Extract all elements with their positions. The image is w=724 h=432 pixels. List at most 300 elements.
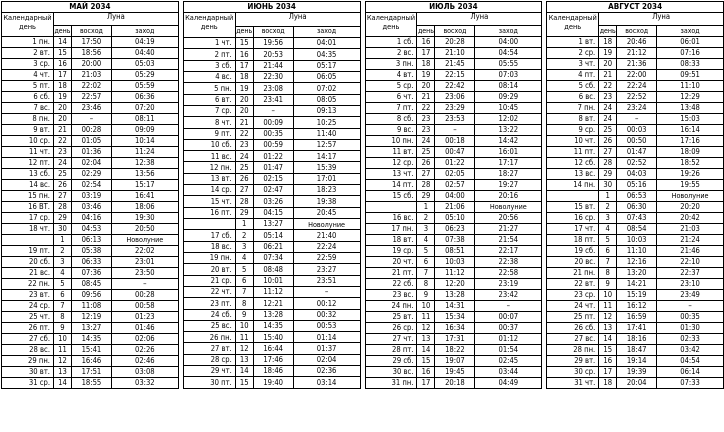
moon-age-cell: 16 bbox=[599, 356, 617, 367]
table-row bbox=[183, 162, 360, 173]
moonset-cell: 22:02 bbox=[111, 246, 178, 257]
table-row bbox=[365, 81, 542, 92]
month-title: АВГУСТ 2034 bbox=[547, 2, 724, 13]
moon-age-cell: 12 bbox=[235, 343, 253, 354]
table-row bbox=[365, 279, 542, 290]
moonrise-cell: 19:56 bbox=[253, 38, 293, 49]
moonrise-cell: 01:22 bbox=[435, 158, 475, 169]
moonrise-cell: 05:14 bbox=[253, 230, 293, 241]
calendar-day-cell: 17 чт. bbox=[547, 224, 599, 235]
table-row bbox=[2, 125, 179, 136]
moonrise-cell: 05:38 bbox=[71, 246, 111, 257]
moonset-cell: 07:33 bbox=[657, 378, 724, 389]
table-row bbox=[2, 290, 179, 301]
moonset-cell: 07:20 bbox=[111, 103, 178, 114]
moon-age-cell: 9 bbox=[417, 290, 435, 301]
moon-header: Луна bbox=[53, 13, 178, 26]
moonrise-cell: 19:39 bbox=[617, 367, 657, 378]
moon-age-cell: 17 bbox=[599, 367, 617, 378]
calendar-day-cell: 3 пн. bbox=[365, 59, 417, 70]
calendar-day-cell: 2 пт. bbox=[183, 49, 235, 60]
moonrise-cell: 01:47 bbox=[253, 162, 293, 173]
calendar-day-cell: 21 вс. bbox=[2, 268, 54, 279]
moon-header: Луна bbox=[235, 13, 360, 26]
table-row bbox=[2, 378, 179, 389]
moon-age-cell: 27 bbox=[53, 191, 71, 202]
moon-age-cell: 7 bbox=[417, 268, 435, 279]
moonset-cell: 04:19 bbox=[111, 37, 178, 48]
moon-age-cell: 24 bbox=[599, 114, 617, 125]
moonrise-cell: 06:23 bbox=[435, 224, 475, 235]
moon-age-cell: 18 bbox=[53, 81, 71, 92]
moon-age-cell: 11 bbox=[417, 312, 435, 323]
moon-age-cell: 17 bbox=[235, 60, 253, 71]
moonset-cell: 06:05 bbox=[293, 71, 360, 82]
moon-age-cell: 4 bbox=[599, 224, 617, 235]
moonrise-cell: 12:20 bbox=[435, 279, 475, 290]
calendar-day-cell: 1 чт. bbox=[183, 38, 235, 49]
calendar-day-cell: 16 ВТ. bbox=[2, 202, 54, 213]
moon-age-cell: 20 bbox=[235, 105, 253, 116]
table-row bbox=[2, 147, 179, 158]
moonset-cell: Новолуние bbox=[657, 191, 724, 202]
moonrise-cell: 17:31 bbox=[435, 334, 475, 345]
moonset-header: заход bbox=[657, 26, 724, 37]
moonset-cell: 18:06 bbox=[111, 202, 178, 213]
table-row bbox=[183, 275, 360, 286]
calendar-day-cell: 23 пт. bbox=[183, 298, 235, 309]
moonset-cell: 20:16 bbox=[475, 191, 542, 202]
moon-age-cell: 13 bbox=[599, 323, 617, 334]
table-row bbox=[365, 378, 542, 389]
moon-age-cell: 28 bbox=[417, 180, 435, 191]
calendar-day-cell: 22 вт. bbox=[547, 279, 599, 290]
moonset-cell: Новолуние bbox=[475, 202, 542, 213]
moonset-cell: 03:44 bbox=[475, 367, 542, 378]
moon-age-cell: 22 bbox=[599, 81, 617, 92]
moonset-header: заход bbox=[475, 26, 542, 37]
moon-age-cell: 10 bbox=[235, 320, 253, 331]
table-row bbox=[183, 71, 360, 82]
moonrise-cell: 18:55 bbox=[71, 378, 111, 389]
moonrise-cell: 01:22 bbox=[253, 151, 293, 162]
calendar-day-cell: 29 вт. bbox=[547, 356, 599, 367]
moon-age-header: день bbox=[235, 26, 253, 37]
moonrise-cell: 07:34 bbox=[253, 252, 293, 263]
calendar-day-cell: 17 пн. bbox=[365, 224, 417, 235]
table-row bbox=[2, 114, 179, 125]
moon-age-cell: 12 bbox=[53, 356, 71, 367]
moonrise-cell: 22:00 bbox=[617, 70, 657, 81]
moonset-cell: 23:51 bbox=[293, 275, 360, 286]
calendar-day-cell: 29 сб. bbox=[365, 356, 417, 367]
moon-age-cell: 5 bbox=[599, 235, 617, 246]
moonrise-cell: 18:16 bbox=[617, 334, 657, 345]
calendar-day-cell: 9 пт. bbox=[183, 128, 235, 139]
moonrise-cell: 00:50 bbox=[617, 136, 657, 147]
moon-age-cell: 16 bbox=[417, 367, 435, 378]
moonset-cell: 04:49 bbox=[475, 378, 542, 389]
moon-age-cell: 28 bbox=[53, 202, 71, 213]
table-row bbox=[547, 191, 724, 202]
moonset-cell: 09:51 bbox=[657, 70, 724, 81]
calendar-day-cell: 8 чт. bbox=[183, 117, 235, 128]
moonrise-cell: 08:51 bbox=[435, 246, 475, 257]
moonset-cell: 19:27 bbox=[475, 180, 542, 191]
calendar-day-header-line2: день bbox=[200, 22, 218, 32]
calendar-day-cell: 16 вс. bbox=[365, 213, 417, 224]
table-row bbox=[183, 49, 360, 60]
moon-age-cell: 25 bbox=[417, 147, 435, 158]
table-row bbox=[365, 235, 542, 246]
moon-age-cell: 8 bbox=[599, 268, 617, 279]
moonset-cell: 22:59 bbox=[293, 252, 360, 263]
moon-age-cell: 2 bbox=[53, 246, 71, 257]
calendar-day-cell: 11 вс. bbox=[183, 151, 235, 162]
calendar-day-cell: 22 сб. bbox=[365, 279, 417, 290]
moonset-cell: Новолуние bbox=[293, 219, 360, 230]
table-row bbox=[183, 151, 360, 162]
moonset-cell: 07:02 bbox=[293, 83, 360, 94]
moonrise-cell: 02:54 bbox=[71, 180, 111, 191]
moonrise-cell: 19:40 bbox=[253, 377, 293, 389]
calendar-day-cell: 3 ср. bbox=[2, 59, 54, 70]
table-row bbox=[2, 268, 179, 279]
moonrise-cell: 22:15 bbox=[435, 70, 475, 81]
moonset-cell: 08:11 bbox=[111, 114, 178, 125]
moon-age-cell: 4 bbox=[53, 268, 71, 279]
table-row bbox=[2, 81, 179, 92]
table-row bbox=[365, 37, 542, 48]
table-row bbox=[183, 241, 360, 252]
calendar-day-cell: 11 вт. bbox=[365, 147, 417, 158]
moon-age-cell: 23 bbox=[599, 92, 617, 103]
calendar-day-cell: 20 сб. bbox=[2, 257, 54, 268]
moonset-cell: 15:17 bbox=[111, 180, 178, 191]
table-row bbox=[547, 169, 724, 180]
calendar-day-cell: 13 вс. bbox=[547, 169, 599, 180]
moonrise-cell: 02:29 bbox=[71, 169, 111, 180]
moon-age-cell: 16 bbox=[53, 59, 71, 70]
calendar-day-cell: 19 ср. bbox=[365, 246, 417, 257]
month-table-3 bbox=[365, 1, 543, 389]
moon-age-cell: 29 bbox=[53, 213, 71, 224]
moon-age-cell: 28 bbox=[599, 158, 617, 169]
moonset-cell: 09:29 bbox=[475, 92, 542, 103]
calendar-day-cell: 1 вт. bbox=[547, 37, 599, 48]
calendar-day-cell: 2 вт. bbox=[2, 48, 54, 59]
calendar-day-cell: 2 вс. bbox=[365, 48, 417, 59]
calendar-day-header bbox=[2, 13, 54, 37]
calendar-day-cell: 7 пн. bbox=[547, 103, 599, 114]
moonrise-cell: 07:38 bbox=[435, 235, 475, 246]
moon-age-cell: 11 bbox=[599, 301, 617, 312]
moon-age-cell: 30 bbox=[53, 224, 71, 235]
moonrise-cell: 23:46 bbox=[71, 103, 111, 114]
table-row bbox=[183, 60, 360, 71]
calendar-day-header bbox=[183, 13, 235, 38]
calendar-day-cell bbox=[183, 219, 235, 230]
moonrise-cell: 21:10 bbox=[435, 48, 475, 59]
moonrise-cell: 15:40 bbox=[253, 332, 293, 343]
moon-age-cell: 10 bbox=[599, 290, 617, 301]
moon-age-cell: 12 bbox=[599, 312, 617, 323]
moonset-cell: 22:10 bbox=[657, 257, 724, 268]
moonrise-cell: 09:56 bbox=[71, 290, 111, 301]
moonset-cell: 18:52 bbox=[657, 158, 724, 169]
moonrise-cell: 21:06 bbox=[435, 202, 475, 213]
moon-age-cell: 1 bbox=[235, 219, 253, 230]
calendar-day-cell: 2 ср. bbox=[547, 48, 599, 59]
moonrise-cell: 16:44 bbox=[253, 343, 293, 354]
moonset-cell: 04:35 bbox=[293, 49, 360, 60]
table-row bbox=[547, 268, 724, 279]
moon-age-cell: 23 bbox=[417, 114, 435, 125]
moonrise-cell: 06:13 bbox=[71, 235, 111, 246]
moonset-cell: 03:14 bbox=[293, 377, 360, 389]
moonrise-cell: 00:59 bbox=[253, 139, 293, 150]
moonset-cell: 08:33 bbox=[657, 59, 724, 70]
moonset-cell: 15:03 bbox=[657, 114, 724, 125]
moonrise-cell: 01:05 bbox=[71, 136, 111, 147]
moonrise-cell: 22:24 bbox=[617, 81, 657, 92]
moon-age-cell: 16 bbox=[235, 49, 253, 60]
calendar-day-cell: 24 чт. bbox=[547, 301, 599, 312]
moonrise-header: восход bbox=[71, 26, 111, 37]
moon-age-cell: 25 bbox=[235, 162, 253, 173]
calendar-day-cell: 28 пт. bbox=[365, 345, 417, 356]
moonrise-cell: 10:01 bbox=[253, 275, 293, 286]
moonrise-cell: 19:07 bbox=[435, 356, 475, 367]
table-row bbox=[547, 257, 724, 268]
calendar-day-cell: 15 сб. bbox=[365, 191, 417, 202]
calendar-day-cell: 21 пн. bbox=[547, 268, 599, 279]
moonset-cell: 11:10 bbox=[657, 81, 724, 92]
calendar-day-cell: 1 пн. bbox=[2, 37, 54, 48]
table-row bbox=[183, 252, 360, 263]
calendar-day-cell: 1 сб. bbox=[365, 37, 417, 48]
calendar-day-cell: 17 ср. bbox=[2, 213, 54, 224]
moonset-cell: 22:17 bbox=[475, 246, 542, 257]
table-row bbox=[365, 180, 542, 191]
table-row bbox=[547, 378, 724, 389]
moonset-cell: 09:09 bbox=[111, 125, 178, 136]
table-row bbox=[183, 320, 360, 331]
moonrise-cell: 11:12 bbox=[253, 286, 293, 297]
moonset-cell: 03:08 bbox=[111, 367, 178, 378]
moon-age-cell: 25 bbox=[599, 125, 617, 136]
table-row bbox=[365, 202, 542, 213]
moon-age-cell: 2 bbox=[599, 202, 617, 213]
table-row bbox=[2, 158, 179, 169]
moonset-cell: 04:01 bbox=[293, 38, 360, 49]
moon-age-cell: 19 bbox=[235, 83, 253, 94]
calendar-day-cell: 13 вт. bbox=[183, 173, 235, 184]
moonset-cell: 10:45 bbox=[475, 103, 542, 114]
moonset-cell: 21:54 bbox=[475, 235, 542, 246]
moonset-cell: 06:14 bbox=[657, 367, 724, 378]
moonrise-cell: 18:22 bbox=[435, 345, 475, 356]
moon-age-cell: 15 bbox=[235, 377, 253, 389]
calendar-day-cell: 5 пт. bbox=[2, 81, 54, 92]
calendar-day-cell: 14 вс. bbox=[2, 180, 54, 191]
table-row bbox=[183, 343, 360, 354]
table-row bbox=[365, 345, 542, 356]
moonset-cell: 08:14 bbox=[475, 81, 542, 92]
calendar-day-cell: 9 ср. bbox=[547, 125, 599, 136]
moonrise-cell: 15:41 bbox=[71, 345, 111, 356]
moonrise-cell: 07:43 bbox=[617, 213, 657, 224]
calendar-day-cell: 14 ср. bbox=[183, 185, 235, 196]
moonset-cell: 21:03 bbox=[657, 224, 724, 235]
moon-age-cell: 15 bbox=[599, 345, 617, 356]
table-row bbox=[2, 246, 179, 257]
moon-age-cell: 3 bbox=[417, 224, 435, 235]
calendar-day-cell: 18 вт. bbox=[365, 235, 417, 246]
moonrise-cell: 06:30 bbox=[617, 202, 657, 213]
calendar-day-header-line1: Календарный bbox=[185, 13, 234, 23]
table-row bbox=[183, 117, 360, 128]
moonrise-header: восход bbox=[617, 26, 657, 37]
moon-age-cell: 27 bbox=[235, 185, 253, 196]
moonrise-cell: 20:18 bbox=[435, 378, 475, 389]
table-row bbox=[183, 298, 360, 309]
moonrise-cell: 04:53 bbox=[71, 224, 111, 235]
moonrise-cell: 13:27 bbox=[71, 323, 111, 334]
table-row bbox=[2, 301, 179, 312]
moonrise-cell: 04:16 bbox=[71, 213, 111, 224]
moonset-cell: 05:03 bbox=[111, 59, 178, 70]
moon-age-cell: 2 bbox=[235, 230, 253, 241]
table-row bbox=[183, 38, 360, 49]
moonset-cell: 11:40 bbox=[293, 128, 360, 139]
moonset-cell: 23:10 bbox=[657, 279, 724, 290]
moonrise-cell: 13:27 bbox=[253, 219, 293, 230]
moonset-cell: 01:12 bbox=[475, 334, 542, 345]
moonset-cell: 08:05 bbox=[293, 94, 360, 105]
moonset-cell: 15:39 bbox=[293, 162, 360, 173]
moonrise-cell: 07:36 bbox=[71, 268, 111, 279]
moonset-cell: 01:54 bbox=[475, 345, 542, 356]
calendar-day-cell: 14 пн. bbox=[547, 180, 599, 191]
calendar-day-cell: 24 ср. bbox=[2, 301, 54, 312]
table-row bbox=[365, 158, 542, 169]
table-row bbox=[365, 125, 542, 136]
moonset-cell: 14:42 bbox=[475, 136, 542, 147]
moon-age-cell: 29 bbox=[235, 207, 253, 218]
calendar-day-cell: 31 чт. bbox=[547, 378, 599, 389]
moonrise-cell: 04:15 bbox=[253, 207, 293, 218]
moonrise-cell: 10:03 bbox=[435, 257, 475, 268]
moonset-cell: 03:32 bbox=[111, 378, 178, 389]
calendar-day-cell: 18 вс. bbox=[183, 241, 235, 252]
calendar-day-cell: 27 сб. bbox=[2, 334, 54, 345]
month-title: МАЙ 2034 bbox=[2, 2, 179, 13]
table-row bbox=[2, 48, 179, 59]
calendar-day-cell: 8 пн. bbox=[2, 114, 54, 125]
moon-age-cell: 14 bbox=[599, 334, 617, 345]
table-row bbox=[547, 37, 724, 48]
calendar-day-cell: 7 вс. bbox=[2, 103, 54, 114]
table-row bbox=[2, 345, 179, 356]
calendar-day-cell: 23 ср. bbox=[547, 290, 599, 301]
moon-age-cell: 7 bbox=[235, 286, 253, 297]
moon-age-cell: 26 bbox=[417, 158, 435, 169]
moonset-cell: 18:27 bbox=[475, 169, 542, 180]
calendar-day-cell: 28 вс. bbox=[2, 345, 54, 356]
table-row bbox=[2, 334, 179, 345]
calendar-day-cell: 12 ср. bbox=[365, 158, 417, 169]
table-row bbox=[2, 279, 179, 290]
moonset-cell: – bbox=[293, 286, 360, 297]
table-row bbox=[547, 70, 724, 81]
calendar-day-cell: 6 вт. bbox=[183, 94, 235, 105]
moon-age-cell: 18 bbox=[599, 378, 617, 389]
table-row bbox=[183, 230, 360, 241]
moon-age-cell: 23 bbox=[235, 139, 253, 150]
moonset-cell: 11:24 bbox=[111, 147, 178, 158]
moon-age-cell: 9 bbox=[599, 279, 617, 290]
table-row bbox=[183, 286, 360, 297]
moonset-cell: 02:33 bbox=[657, 334, 724, 345]
moonset-cell: – bbox=[657, 301, 724, 312]
moonset-cell: 01:37 bbox=[293, 343, 360, 354]
calendar-day-cell: 18 чт. bbox=[2, 224, 54, 235]
moonrise-cell: 11:12 bbox=[435, 268, 475, 279]
table-row bbox=[365, 70, 542, 81]
moonrise-cell: 06:53 bbox=[617, 191, 657, 202]
table-row bbox=[547, 301, 724, 312]
moonset-cell: 02:26 bbox=[111, 345, 178, 356]
calendar-day-cell: 22 пн. bbox=[2, 279, 54, 290]
moonset-cell: 22:24 bbox=[293, 241, 360, 252]
table-row bbox=[2, 257, 179, 268]
moonrise-cell: 21:03 bbox=[71, 70, 111, 81]
moon-age-header: день bbox=[54, 26, 71, 35]
moonset-cell: 12:29 bbox=[657, 92, 724, 103]
table-row bbox=[365, 191, 542, 202]
calendar-day-cell: 3 чт. bbox=[547, 59, 599, 70]
moonrise-cell: 21:44 bbox=[253, 60, 293, 71]
moonrise-header: восход bbox=[253, 26, 293, 37]
calendar-day-cell: 8 сб. bbox=[365, 114, 417, 125]
moonrise-cell: 14:31 bbox=[435, 301, 475, 312]
moon-age-cell: 7 bbox=[599, 257, 617, 268]
moonset-cell: 07:16 bbox=[657, 48, 724, 59]
moon-age-cell: 14 bbox=[235, 366, 253, 377]
moon-age-cell: 4 bbox=[417, 235, 435, 246]
calendar-day-header-line1: Календарный bbox=[548, 13, 597, 22]
table-row bbox=[365, 367, 542, 378]
moonrise-cell: 20:53 bbox=[253, 49, 293, 60]
moonset-cell: 12:02 bbox=[475, 114, 542, 125]
table-row bbox=[2, 136, 179, 147]
moonset-cell: 13:48 bbox=[657, 103, 724, 114]
moonrise-cell: 03:46 bbox=[71, 202, 111, 213]
moon-age-cell: 8 bbox=[417, 279, 435, 290]
moonrise-cell: 03:26 bbox=[253, 196, 293, 207]
table-row bbox=[183, 354, 360, 365]
moonrise-cell: 01:36 bbox=[71, 147, 111, 158]
calendar-day-cell: 10 ср. bbox=[2, 136, 54, 147]
calendar-day-cell: 19 пн. bbox=[183, 252, 235, 263]
moon-age-cell: 2 bbox=[417, 213, 435, 224]
moonset-cell: 21:40 bbox=[293, 230, 360, 241]
calendar-day-cell bbox=[2, 235, 54, 246]
calendar-day-cell: 20 вс. bbox=[547, 257, 599, 268]
table-row bbox=[365, 59, 542, 70]
moonset-cell: – bbox=[111, 279, 178, 290]
